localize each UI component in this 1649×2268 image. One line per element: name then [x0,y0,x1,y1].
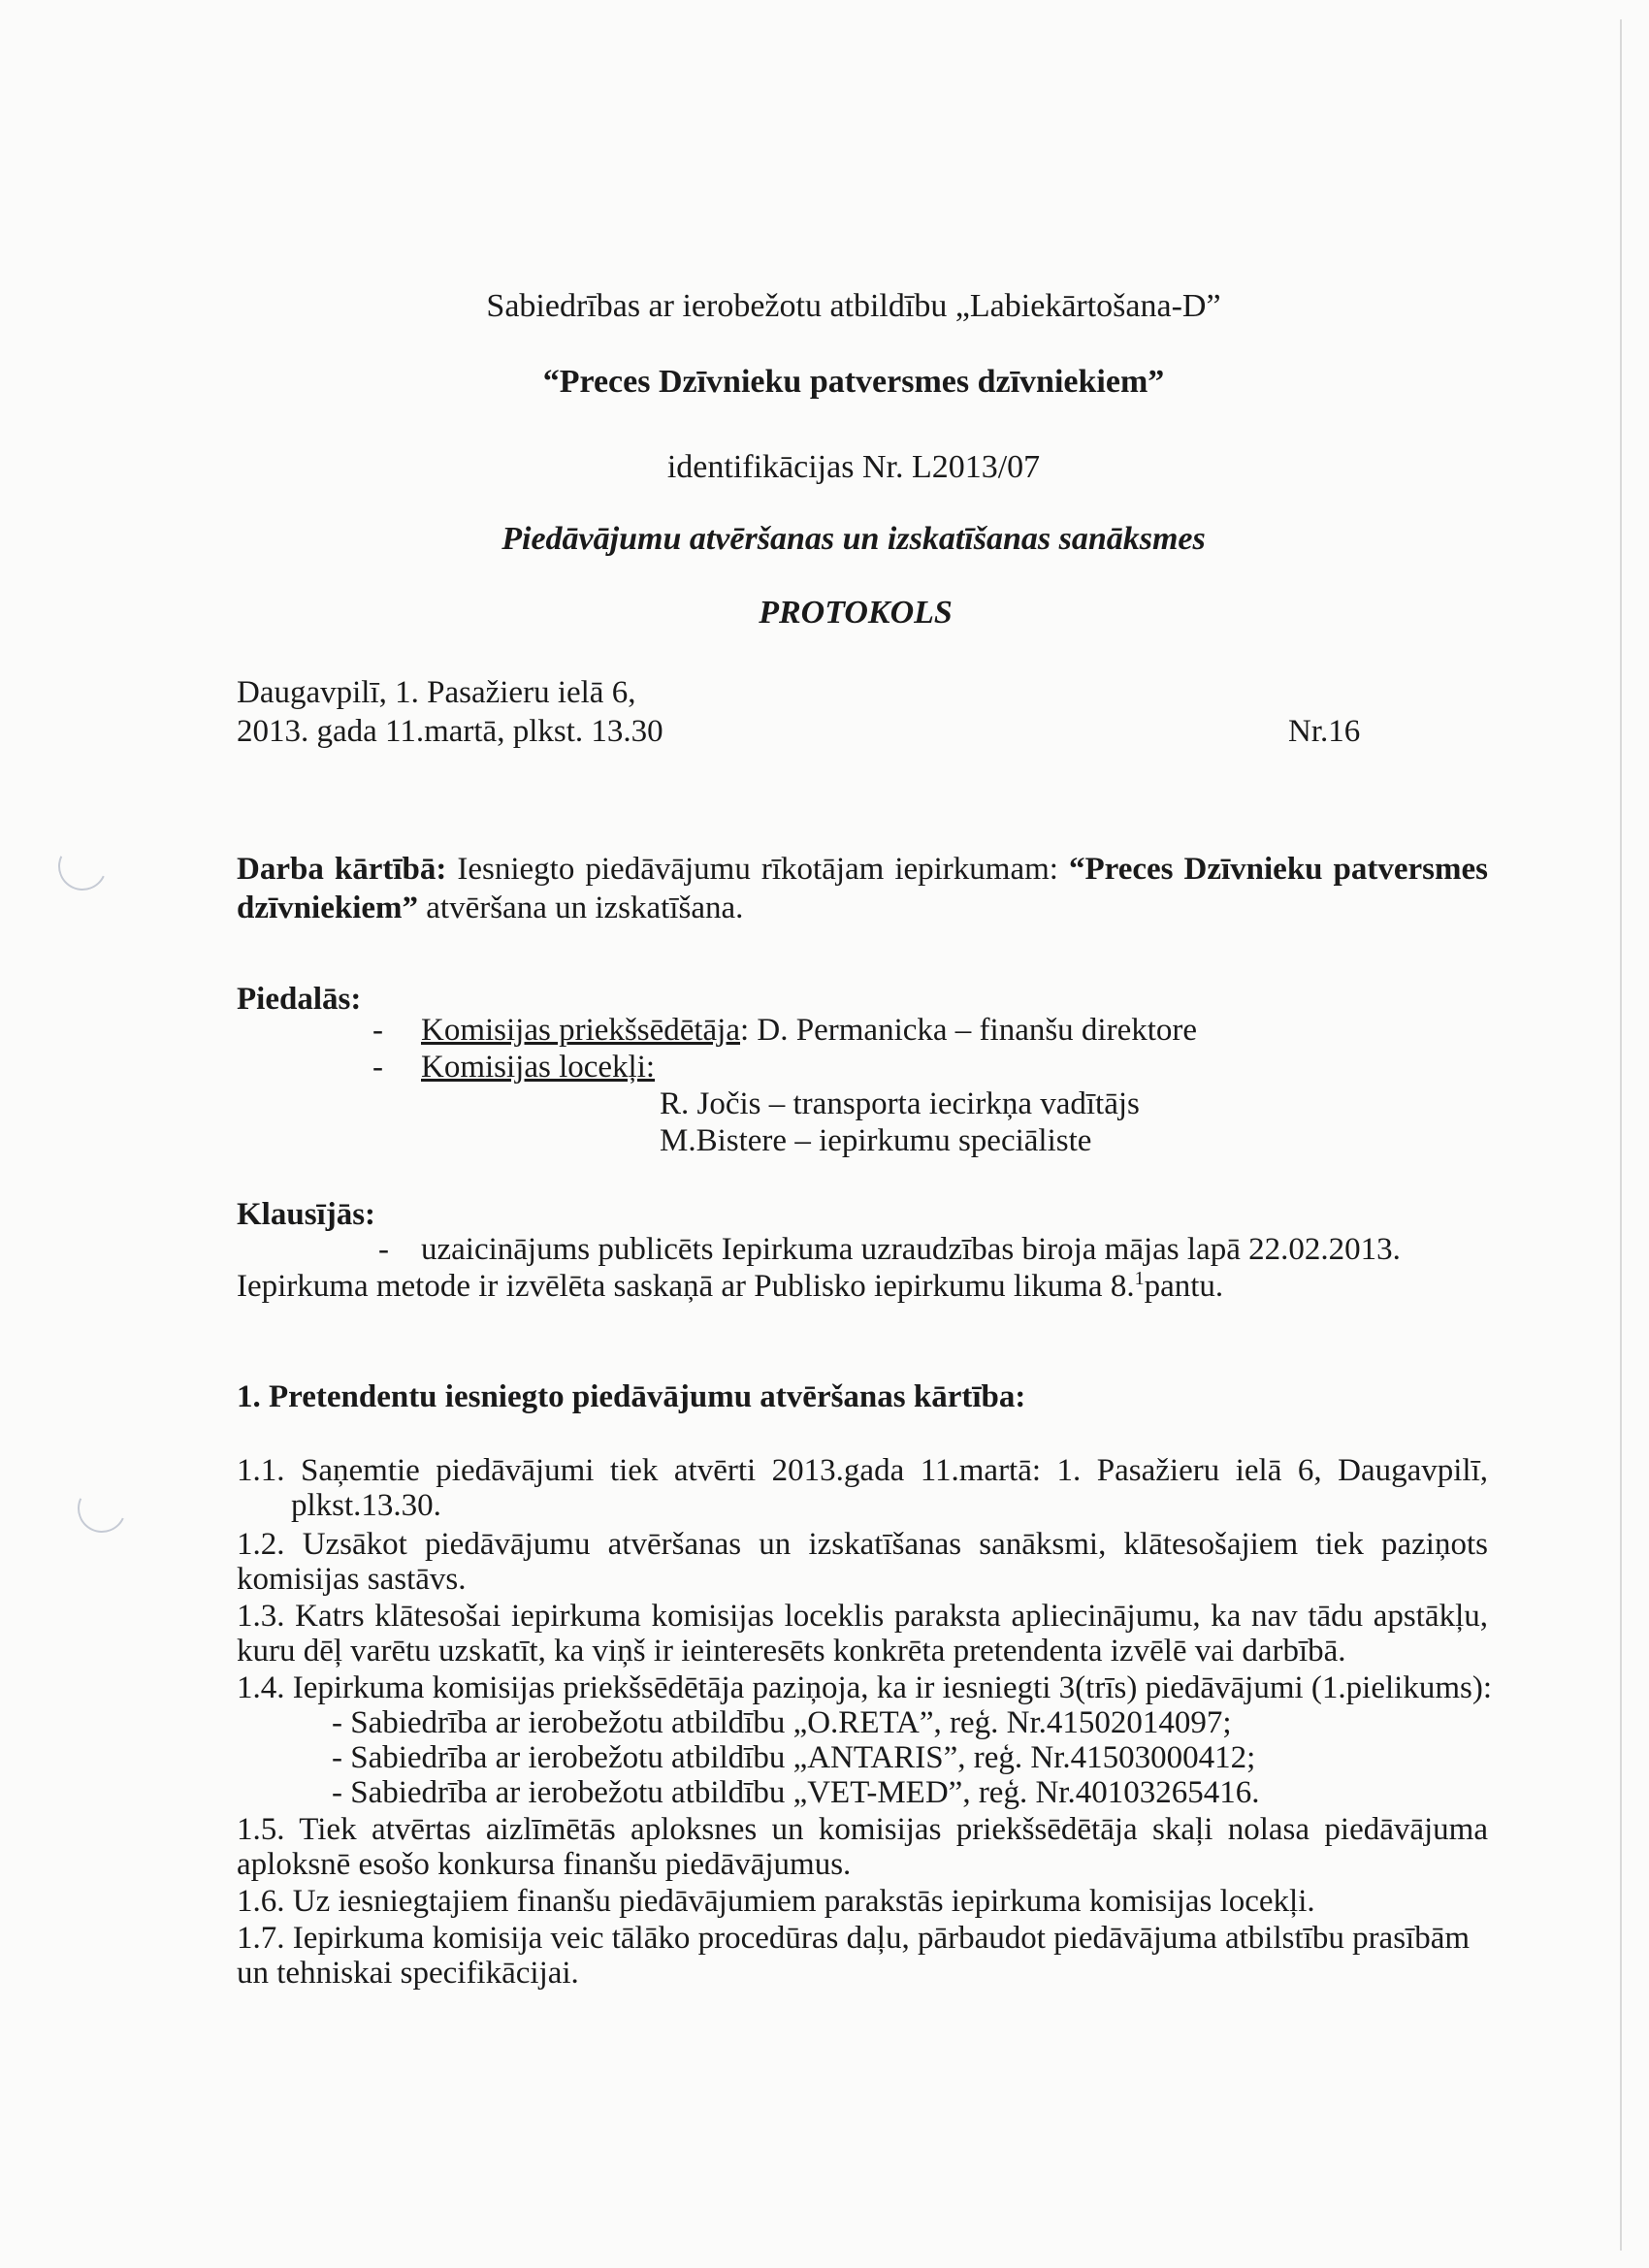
chair-role: Komisijas priekšsēdētāja [421,1013,741,1048]
paragraph-1-1-cont: plkst.13.30. [291,1488,441,1523]
heard-label: Klausījās: [237,1197,376,1232]
paragraph-1-2-cont: komisijas sastāvs. [237,1562,467,1597]
protocol-number: Nr.16 [1288,714,1361,749]
commission-chair [421,1011,1197,1050]
paragraph-1-6: 1.6. Uz iesniegtajiem finanšu piedāvājumiem parakstās iepirkuma komisijas locekļi. [237,1884,1315,1919]
bidder-item: - Sabiedrība ar ierobežotu atbildību „O.RETA”, reģ. Nr.41502014097; [332,1705,1232,1740]
paragraph-1-2: 1.2. Uzsākot piedāvājumu atvēršanas un izskatīšanas sanāksmi, klātesošajiem tiek paziņots [237,1527,1488,1562]
paragraph-1-3-cont: kuru dēļ varētu uzskatīt, ka viņš ir ieinteresēts konkrēta pretendenta izvēlē vai darbībā. [237,1634,1346,1669]
commission-members-label: Komisijas locekļi: [421,1050,656,1085]
punch-hole-mark [71,1477,133,1539]
paragraph-1-7-cont: un tehniskai specifikācijai. [237,1956,579,1991]
meeting-title: Piedāvājumu atvēršanas un izskatīšanas sanāksmes [501,521,1206,557]
meeting-date: 2013. gada 11.martā, plkst. 13.30 [237,714,663,749]
attendance-label: Piedalās: [237,982,362,1017]
company-name: Sabiedrības ar ierobežotu atbildību „Labiekārtošana-D” [486,288,1221,324]
agenda-label: Darba kārtībā: [237,852,447,887]
paragraph-1-5: 1.5. Tiek atvērtas aizlīmētās aploksnes un komisijas priekšsēdētāja skaļi nolasa piedāvājuma [237,1812,1488,1847]
bidder-item: - Sabiedrība ar ierobežotu atbildību „VET-MED”, reģ. Nr.40103265416. [332,1775,1260,1810]
paragraph-1-1: 1.1. Saņemtie piedāvājumi tiek atvērti 2013.gada 11.martā: 1. Pasažieru ielā 6, Daugavpilī, [237,1453,1488,1488]
identification-number: identifikācijas Nr. L2013/07 [666,449,1041,485]
paragraph-1-5-cont: aploksnē esošo konkursa finanšu piedāvājumus. [237,1847,852,1882]
paragraph-1-7: 1.7. Iepirkuma komisija veic tālāko procedūras daļu, pārbaudot piedāvājuma atbilstību prasībām [237,1921,1471,1956]
tender-title: “Preces Dzīvnieku patversmes dzīvniekiem” [542,364,1165,400]
list-dash: - [372,1013,383,1048]
document-type: PROTOKOLS [759,595,953,631]
page-edge-shadow [1620,19,1622,2251]
meeting-place: Daugavpilī, 1. Pasažieru ielā 6, [237,675,636,710]
list-dash: - [372,1050,383,1085]
chair-name: : D. Permanicka – finanšu direktore [740,1013,1198,1048]
commission-member: M.Bistere – iepirkumu speciāliste [660,1123,1092,1158]
list-dash: - [378,1232,389,1267]
paragraph-1-3: 1.3. Katrs klātesošai iepirkuma komisijas loceklis paraksta apliecinājumu, ka nav tādu apstākļu, [237,1599,1488,1634]
agenda-line-2: dzīvniekiem” atvēršana un izskatīšana. [237,891,744,925]
commission-member: R. Jočis – transporta iecirkņa vadītājs [660,1086,1140,1121]
procurement-method: Iepirkuma metode ir izvēlēta saskaņā ar Publisko iepirkumu likuma 8.$^1$pantu. [237,1268,1224,1304]
bidder-item: - Sabiedrība ar ierobežotu atbildību „ANTARIS”, reģ. Nr.41503000412; [332,1740,1256,1775]
heard-item: uzaicinājums publicēts Iepirkuma uzraudzības biroja mājas lapā 22.02.2013. [421,1232,1401,1267]
paragraph-1-4: 1.4. Iepirkuma komisijas priekšsēdētāja paziņoja, ka ir iesniegti 3(trīs) piedāvājumi (1.pielikums): [237,1670,1492,1705]
section-1-title: 1. Pretendentu iesniegto piedāvājumu atvēršanas kārtība: [237,1379,1026,1414]
agenda-line-1: Darba kārtībā: Iesniegto piedāvājumu rīkotājam iepirkumam: “Preces Dzīvnieku patversmes [237,852,1488,887]
punch-hole-mark [51,835,113,897]
